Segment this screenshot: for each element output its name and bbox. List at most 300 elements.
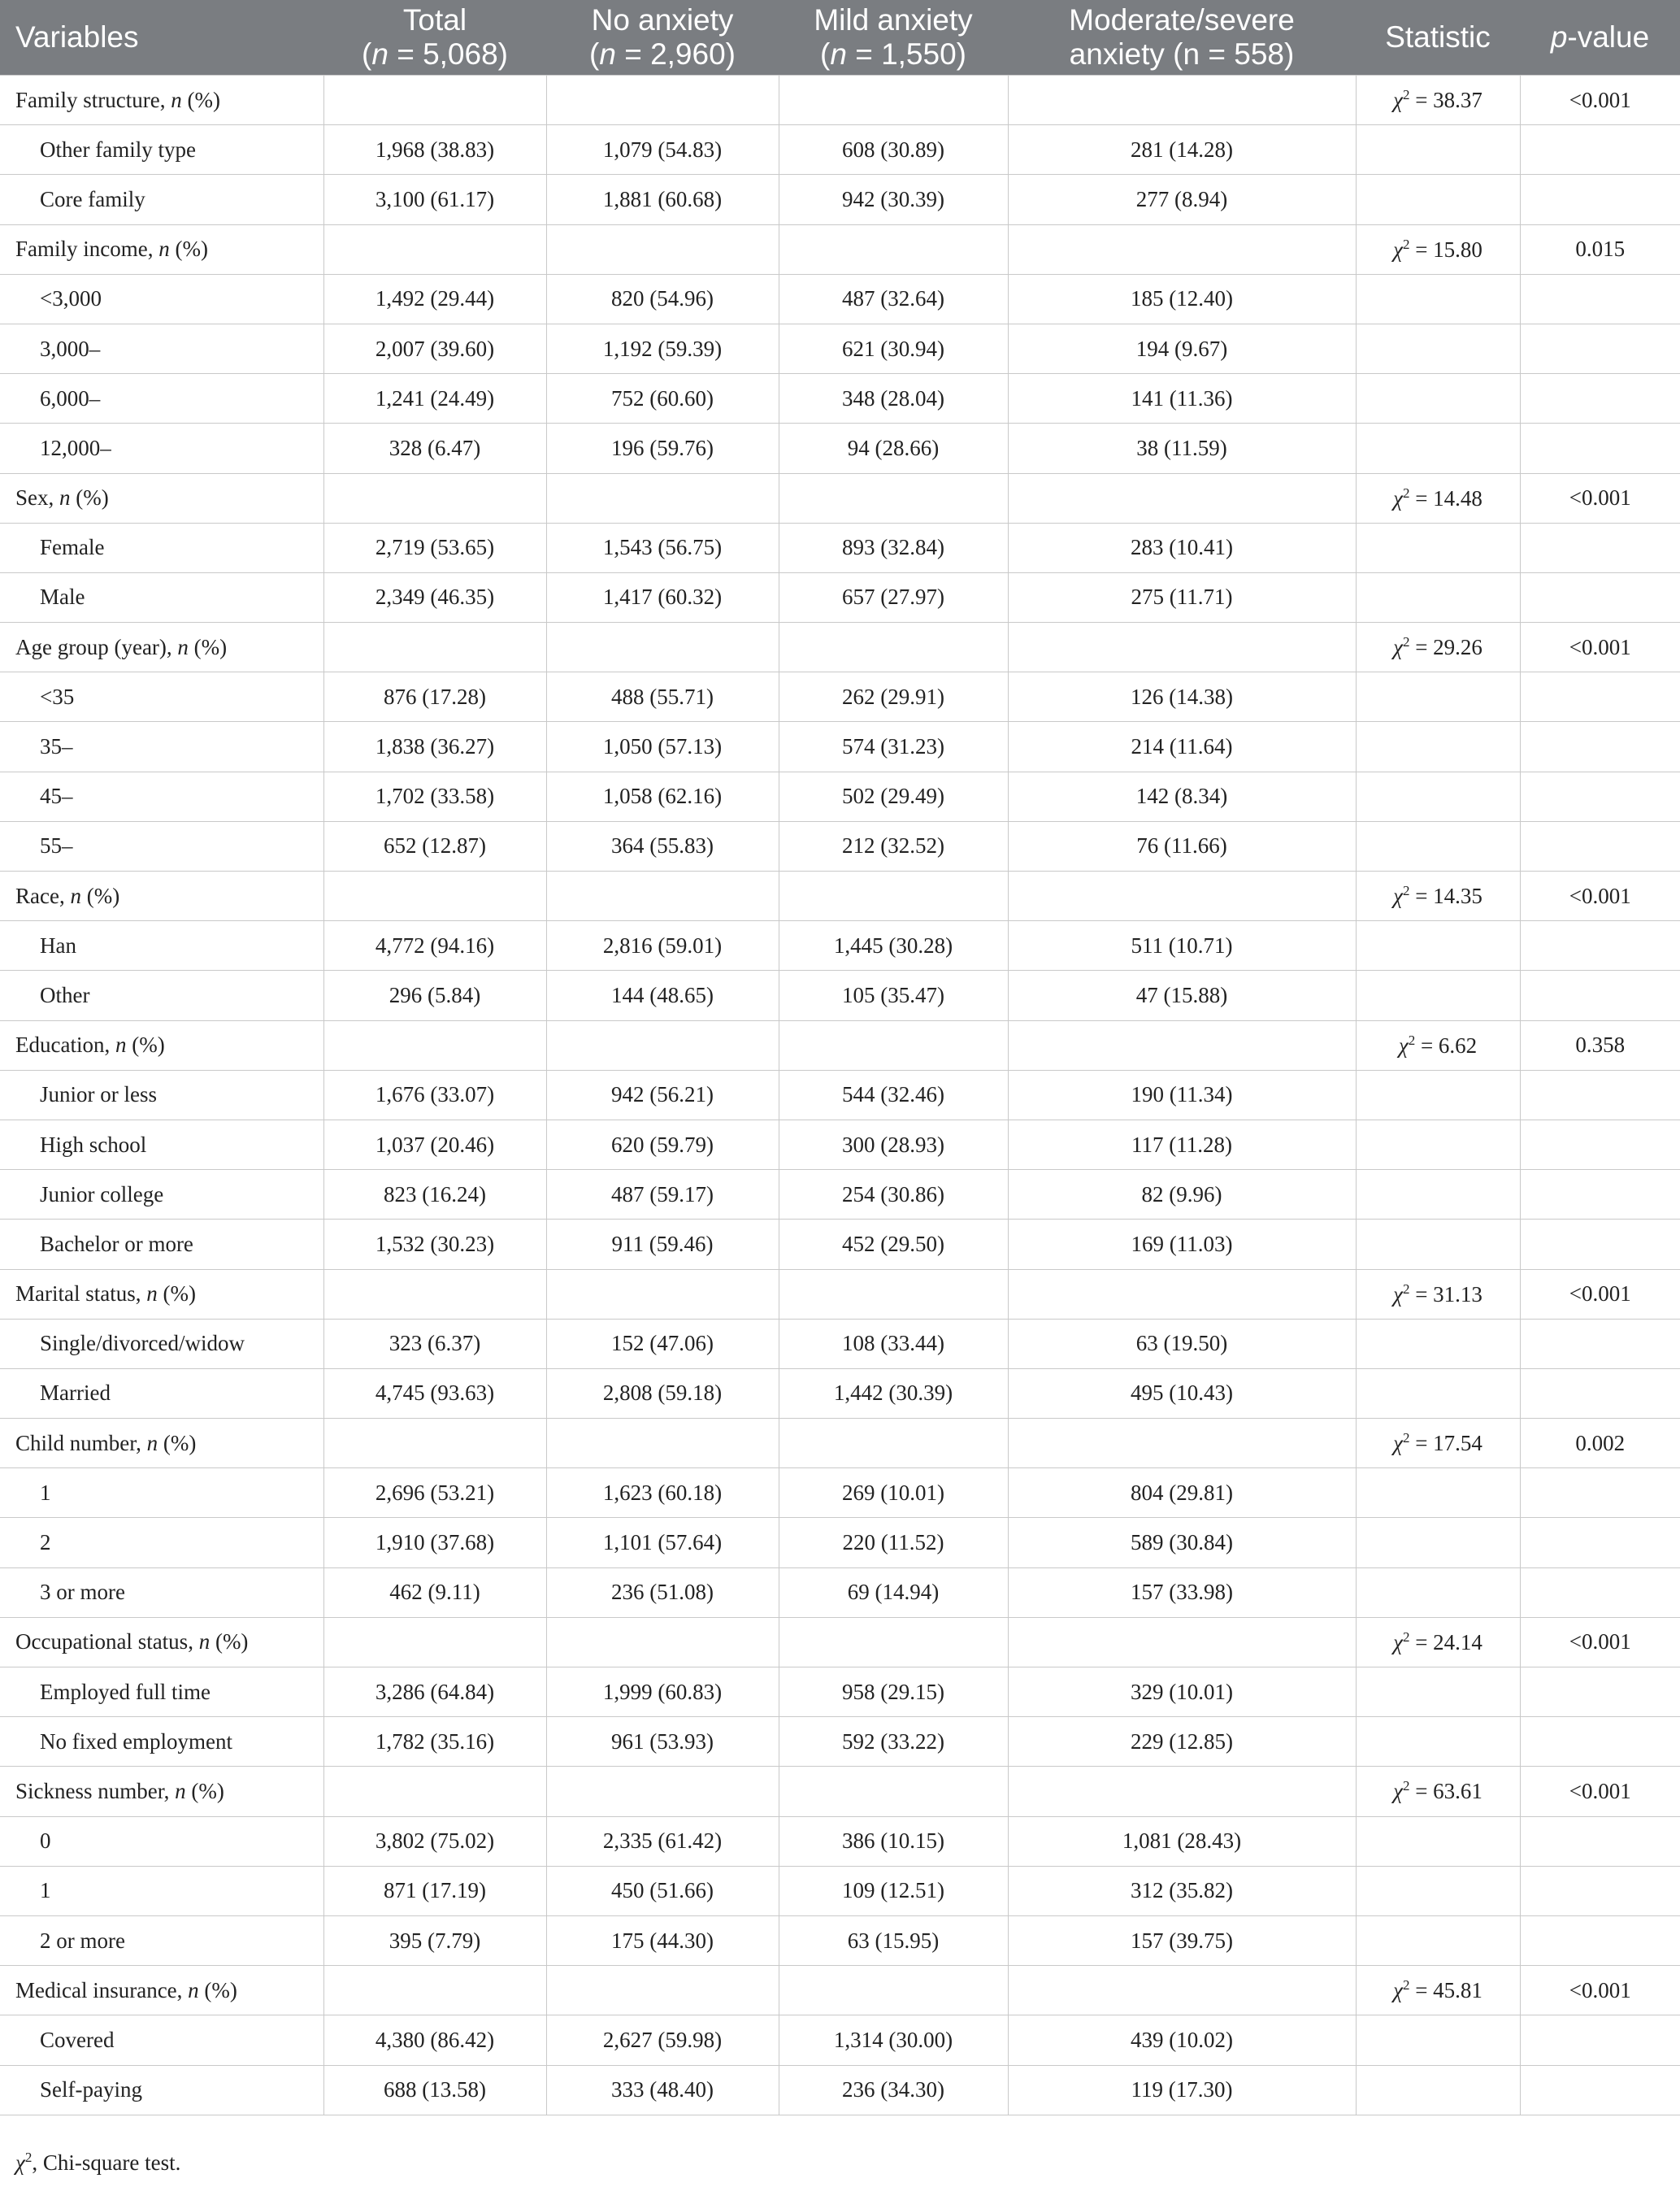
cell-empty [779,224,1008,274]
cell-moderate-severe: 283 (10.41) [1008,523,1356,572]
table-row [0,971,1680,1020]
cell-p-value: <0.001 [1520,623,1680,672]
cell-total: 1,968 (38.83) [323,125,546,175]
cell-moderate-severe: 511 (10.71) [1008,921,1356,971]
cell-empty [1356,1915,1520,1965]
cell-empty [1008,224,1356,274]
cell-total: 296 (5.84) [323,971,546,1020]
cell-category: Core family [0,175,323,224]
cell-moderate-severe: 312 (35.82) [1008,1866,1356,1915]
cell-empty [1356,1667,1520,1717]
table-row [0,274,1680,324]
cell-category: 0 [0,1816,323,1866]
cell-moderate-severe: 141 (11.36) [1008,374,1356,424]
cell-category: Other [0,971,323,1020]
cell-empty [323,623,546,672]
cell-statistic: $\chi^2 = 29.26$ [1356,623,1520,672]
cell-no-anxiety: 942 (56.21) [546,1070,779,1120]
cell-empty [323,224,546,274]
cell-no-anxiety: 236 (51.08) [546,1567,779,1617]
cell-mild-anxiety: 105 (35.47) [779,971,1008,1020]
cell-category: 55– [0,821,323,871]
cell-variable: Race, n (%) [0,872,323,921]
cell-moderate-severe: 281 (14.28) [1008,125,1356,175]
cell-statistic: $\chi^2 = 24.14$ [1356,1617,1520,1667]
cell-empty [1520,324,1680,373]
cell-empty [779,872,1008,921]
cell-no-anxiety: 1,543 (56.75) [546,523,779,572]
cell-mild-anxiety: 621 (30.94) [779,324,1008,373]
cell-empty [1520,1518,1680,1567]
cell-mild-anxiety: 69 (14.94) [779,1567,1008,1617]
cell-moderate-severe: 194 (9.67) [1008,324,1356,373]
cell-empty [1356,722,1520,772]
table-row-group [0,1020,1680,1070]
cell-mild-anxiety: 942 (30.39) [779,175,1008,224]
cell-p-value: 0.015 [1520,224,1680,274]
cell-empty [779,473,1008,523]
cell-empty [546,76,779,125]
table-row-group [0,1269,1680,1319]
cell-total: 871 (17.19) [323,1866,546,1915]
cell-moderate-severe: 38 (11.59) [1008,424,1356,473]
cell-moderate-severe: 126 (14.38) [1008,672,1356,722]
header-row [0,0,1680,76]
table-row-group [0,1966,1680,2015]
cell-mild-anxiety: 220 (11.52) [779,1518,1008,1567]
cell-no-anxiety: 2,335 (61.42) [546,1816,779,1866]
cell-category: 1 [0,1866,323,1915]
cell-category: Covered [0,2015,323,2065]
cell-statistic: $\chi^2 = 17.54$ [1356,1419,1520,1468]
cell-category: Junior college [0,1170,323,1220]
cell-statistic: $\chi^2 = 63.61$ [1356,1767,1520,1816]
cell-category: Married [0,1368,323,1418]
cell-empty [1356,324,1520,373]
cell-empty [1520,921,1680,971]
cell-empty [546,623,779,672]
cell-no-anxiety: 620 (59.79) [546,1120,779,1169]
table-header [0,0,1680,76]
cell-variable: Sickness number, n (%) [0,1767,323,1816]
cell-empty [1008,623,1356,672]
cell-category: 45– [0,772,323,821]
cell-total: 1,702 (33.58) [323,772,546,821]
cell-moderate-severe: 275 (11.71) [1008,572,1356,622]
table-row [0,1915,1680,1965]
cell-empty [1520,821,1680,871]
cell-mild-anxiety: 1,314 (30.00) [779,2015,1008,2065]
cell-empty [1008,1419,1356,1468]
cell-moderate-severe: 63 (19.50) [1008,1319,1356,1368]
cell-no-anxiety: 1,058 (62.16) [546,772,779,821]
cell-empty [323,1966,546,2015]
cell-category: Female [0,523,323,572]
cell-mild-anxiety: 893 (32.84) [779,523,1008,572]
table-row [0,1866,1680,1915]
cell-empty [1356,523,1520,572]
cell-empty [779,1617,1008,1667]
table-row [0,1518,1680,1567]
header-p-value: p-value [1520,0,1680,76]
cell-empty [1520,722,1680,772]
cell-empty [1520,2015,1680,2065]
cell-empty [1520,1070,1680,1120]
table-row [0,1120,1680,1169]
table-row [0,722,1680,772]
table-row [0,572,1680,622]
cell-empty [1520,1368,1680,1418]
cell-moderate-severe: 277 (8.94) [1008,175,1356,224]
cell-total: 323 (6.37) [323,1319,546,1368]
cell-empty [1520,1816,1680,1866]
cell-empty [1356,921,1520,971]
table-row [0,1170,1680,1220]
cell-total: 1,492 (29.44) [323,274,546,324]
cell-empty [546,872,779,921]
cell-mild-anxiety: 544 (32.46) [779,1070,1008,1120]
cell-empty [1008,1966,1356,2015]
table-footnote: $\chi^2$, Chi-square test. [15,2150,181,2175]
cell-moderate-severe: 190 (11.34) [1008,1070,1356,1120]
cell-moderate-severe: 229 (12.85) [1008,1717,1356,1767]
cell-mild-anxiety: 1,445 (30.28) [779,921,1008,971]
cell-empty [1356,672,1520,722]
cell-empty [1356,772,1520,821]
header-statistic: Statistic [1356,0,1520,76]
header-mild-anxiety: Mild anxiety (n = 1,550) [779,0,1008,76]
cell-empty [1356,1866,1520,1915]
cell-empty [1356,274,1520,324]
cell-total: 2,349 (46.35) [323,572,546,622]
cell-total: 1,532 (30.23) [323,1220,546,1269]
cell-moderate-severe: 157 (33.98) [1008,1567,1356,1617]
cell-variable: Marital status, n (%) [0,1269,323,1319]
cell-mild-anxiety: 262 (29.91) [779,672,1008,722]
cell-empty [1008,1269,1356,1319]
cell-statistic: $\chi^2 = 6.62$ [1356,1020,1520,1070]
cell-no-anxiety: 911 (59.46) [546,1220,779,1269]
cell-empty [1356,374,1520,424]
cell-no-anxiety: 752 (60.60) [546,374,779,424]
cell-empty [546,473,779,523]
cell-empty [1356,1070,1520,1120]
cell-p-value: <0.001 [1520,1767,1680,1816]
cell-empty [1356,2065,1520,2115]
cell-category: Single/divorced/widow [0,1319,323,1368]
cell-moderate-severe: 142 (8.34) [1008,772,1356,821]
table-row-group [0,1617,1680,1667]
cell-empty [779,1419,1008,1468]
table-row [0,1368,1680,1418]
cell-empty [1520,2065,1680,2115]
table-row [0,1468,1680,1518]
table-row [0,772,1680,821]
table-row-group [0,1767,1680,1816]
cell-mild-anxiety: 958 (29.15) [779,1667,1008,1717]
cell-mild-anxiety: 487 (32.64) [779,274,1008,324]
cell-statistic: $\chi^2 = 14.35$ [1356,872,1520,921]
cell-total: 2,007 (39.60) [323,324,546,373]
cell-no-anxiety: 1,079 (54.83) [546,125,779,175]
cell-total: 823 (16.24) [323,1170,546,1220]
cell-empty [1520,672,1680,722]
cell-p-value: 0.358 [1520,1020,1680,1070]
cell-empty [1356,175,1520,224]
table-row [0,1070,1680,1120]
cell-mild-anxiety: 212 (32.52) [779,821,1008,871]
cell-mild-anxiety: 300 (28.93) [779,1120,1008,1169]
cell-empty [1520,523,1680,572]
cell-no-anxiety: 2,808 (59.18) [546,1368,779,1418]
cell-empty [546,1020,779,1070]
cell-mild-anxiety: 657 (27.97) [779,572,1008,622]
cell-empty [779,1767,1008,1816]
cell-p-value: <0.001 [1520,473,1680,523]
table-row [0,2015,1680,2065]
cell-empty [546,1617,779,1667]
cell-empty [1008,1767,1356,1816]
table-row [0,324,1680,373]
cell-empty [1356,1468,1520,1518]
cell-empty [323,76,546,125]
cell-mild-anxiety: 348 (28.04) [779,374,1008,424]
header-variables: Variables [0,0,323,76]
cell-empty [1356,1567,1520,1617]
cell-empty [1520,125,1680,175]
table-row-group [0,224,1680,274]
cell-no-anxiety: 488 (55.71) [546,672,779,722]
cell-empty [779,76,1008,125]
cell-no-anxiety: 1,417 (60.32) [546,572,779,622]
cell-empty [1008,1617,1356,1667]
cell-moderate-severe: 47 (15.88) [1008,971,1356,1020]
cell-total: 652 (12.87) [323,821,546,871]
cell-category: Self-paying [0,2065,323,2115]
cell-empty [1008,872,1356,921]
cell-empty [1520,772,1680,821]
cell-mild-anxiety: 108 (33.44) [779,1319,1008,1368]
cell-empty [1356,1170,1520,1220]
table-row [0,374,1680,424]
cell-empty [546,224,779,274]
cell-category: 6,000– [0,374,323,424]
cell-empty [1008,473,1356,523]
cell-empty [1520,374,1680,424]
cell-no-anxiety: 1,101 (57.64) [546,1518,779,1567]
cell-empty [779,623,1008,672]
cell-no-anxiety: 1,881 (60.68) [546,175,779,224]
cell-category: Other family type [0,125,323,175]
cell-no-anxiety: 364 (55.83) [546,821,779,871]
cell-p-value: <0.001 [1520,1617,1680,1667]
cell-total: 1,037 (20.46) [323,1120,546,1169]
cell-empty [1356,1518,1520,1567]
table-row [0,2065,1680,2115]
cell-category: 1 [0,1468,323,1518]
cell-empty [1356,1120,1520,1169]
cell-category: 3,000– [0,324,323,373]
cell-moderate-severe: 169 (11.03) [1008,1220,1356,1269]
table-row-group [0,872,1680,921]
cell-moderate-severe: 157 (39.75) [1008,1915,1356,1965]
table-row [0,921,1680,971]
cell-empty [1356,971,1520,1020]
table-row [0,821,1680,871]
cell-moderate-severe: 439 (10.02) [1008,2015,1356,2065]
table-row [0,1717,1680,1767]
cell-total: 395 (7.79) [323,1915,546,1965]
cell-statistic: $\chi^2 = 38.37$ [1356,76,1520,125]
cell-p-value: 0.002 [1520,1419,1680,1468]
cell-total: 2,696 (53.21) [323,1468,546,1518]
cell-empty [1356,1368,1520,1418]
cell-empty [1520,1220,1680,1269]
table-row [0,424,1680,473]
table-row [0,523,1680,572]
cell-category: Junior or less [0,1070,323,1120]
cell-empty [323,1419,546,1468]
cell-empty [1520,1667,1680,1717]
cell-moderate-severe: 329 (10.01) [1008,1667,1356,1717]
cell-variable: Family income, n (%) [0,224,323,274]
cell-mild-anxiety: 1,442 (30.39) [779,1368,1008,1418]
cell-empty [1356,125,1520,175]
cell-total: 3,286 (64.84) [323,1667,546,1717]
cell-category: 12,000– [0,424,323,473]
cell-mild-anxiety: 254 (30.86) [779,1170,1008,1220]
cell-empty [546,1269,779,1319]
cell-empty [1520,1468,1680,1518]
header-total: Total (n = 5,068) [323,0,546,76]
cell-moderate-severe: 495 (10.43) [1008,1368,1356,1418]
cell-variable: Medical insurance, n (%) [0,1966,323,2015]
cell-statistic: $\chi^2 = 15.80$ [1356,224,1520,274]
cell-moderate-severe: 1,081 (28.43) [1008,1816,1356,1866]
cell-total: 876 (17.28) [323,672,546,722]
cell-no-anxiety: 2,816 (59.01) [546,921,779,971]
cell-total: 3,100 (61.17) [323,175,546,224]
cell-p-value: <0.001 [1520,1966,1680,2015]
cell-moderate-severe: 119 (17.30) [1008,2065,1356,2115]
cell-no-anxiety: 961 (53.93) [546,1717,779,1767]
cell-variable: Sex, n (%) [0,473,323,523]
cell-p-value: <0.001 [1520,1269,1680,1319]
cell-empty [546,1966,779,2015]
cell-category: <3,000 [0,274,323,324]
table-row-group [0,623,1680,672]
cell-empty [1520,1866,1680,1915]
cell-empty [779,1020,1008,1070]
cell-empty [1520,274,1680,324]
cell-total: 4,745 (93.63) [323,1368,546,1418]
cell-mild-anxiety: 386 (10.15) [779,1816,1008,1866]
cell-moderate-severe: 589 (30.84) [1008,1518,1356,1567]
cell-no-anxiety: 1,192 (59.39) [546,324,779,373]
cell-mild-anxiety: 574 (31.23) [779,722,1008,772]
cell-empty [1520,1717,1680,1767]
cell-empty [1520,175,1680,224]
cell-empty [1356,821,1520,871]
cell-empty [323,1269,546,1319]
cell-mild-anxiety: 502 (29.49) [779,772,1008,821]
cell-empty [1356,1319,1520,1368]
cell-total: 3,802 (75.02) [323,1816,546,1866]
cell-category: Employed full time [0,1667,323,1717]
cell-p-value: <0.001 [1520,76,1680,125]
cell-empty [1356,424,1520,473]
cell-no-anxiety: 2,627 (59.98) [546,2015,779,2065]
cell-empty [1008,1020,1356,1070]
cell-no-anxiety: 196 (59.76) [546,424,779,473]
cell-mild-anxiety: 109 (12.51) [779,1866,1008,1915]
cell-statistic: $\chi^2 = 45.81$ [1356,1966,1520,2015]
cell-empty [1008,76,1356,125]
cell-variable: Occupational status, n (%) [0,1617,323,1667]
cell-empty [1356,2015,1520,2065]
cell-category: High school [0,1120,323,1169]
cell-variable: Age group (year), n (%) [0,623,323,672]
cell-variable: Child number, n (%) [0,1419,323,1468]
table-row [0,1319,1680,1368]
cell-moderate-severe: 117 (11.28) [1008,1120,1356,1169]
table-row [0,125,1680,175]
cell-variable: Family structure, n (%) [0,76,323,125]
cell-empty [323,1617,546,1667]
cell-empty [1520,572,1680,622]
cell-moderate-severe: 214 (11.64) [1008,722,1356,772]
cell-moderate-severe: 185 (12.40) [1008,274,1356,324]
cell-total: 4,380 (86.42) [323,2015,546,2065]
cell-moderate-severe: 804 (29.81) [1008,1468,1356,1518]
cell-no-anxiety: 1,050 (57.13) [546,722,779,772]
table-row [0,175,1680,224]
cell-empty [323,1767,546,1816]
cell-empty [546,1767,779,1816]
header-moderate-severe-anxiety: Moderate/severe anxiety (n = 558) [1008,0,1356,76]
cell-variable: Education, n (%) [0,1020,323,1070]
cell-category: 3 or more [0,1567,323,1617]
cell-empty [1520,424,1680,473]
cell-no-anxiety: 1,999 (60.83) [546,1667,779,1717]
cell-total: 1,241 (24.49) [323,374,546,424]
cell-empty [779,1269,1008,1319]
cell-mild-anxiety: 608 (30.89) [779,125,1008,175]
cell-empty [1520,1915,1680,1965]
cell-empty [1520,1170,1680,1220]
cell-empty [546,1419,779,1468]
cell-empty [1520,1120,1680,1169]
cell-category: 2 [0,1518,323,1567]
cell-empty [323,473,546,523]
cell-total: 688 (13.58) [323,2065,546,2115]
cell-total: 328 (6.47) [323,424,546,473]
table-row-group [0,473,1680,523]
cell-total: 462 (9.11) [323,1567,546,1617]
cell-category: Male [0,572,323,622]
table-row [0,672,1680,722]
cell-moderate-severe: 76 (11.66) [1008,821,1356,871]
table-row [0,1567,1680,1617]
cell-category: <35 [0,672,323,722]
cell-moderate-severe: 82 (9.96) [1008,1170,1356,1220]
cell-empty [1520,1567,1680,1617]
cell-empty [1356,1717,1520,1767]
cell-no-anxiety: 175 (44.30) [546,1915,779,1965]
cell-p-value: <0.001 [1520,872,1680,921]
cell-total: 4,772 (94.16) [323,921,546,971]
cell-mild-anxiety: 63 (15.95) [779,1915,1008,1965]
